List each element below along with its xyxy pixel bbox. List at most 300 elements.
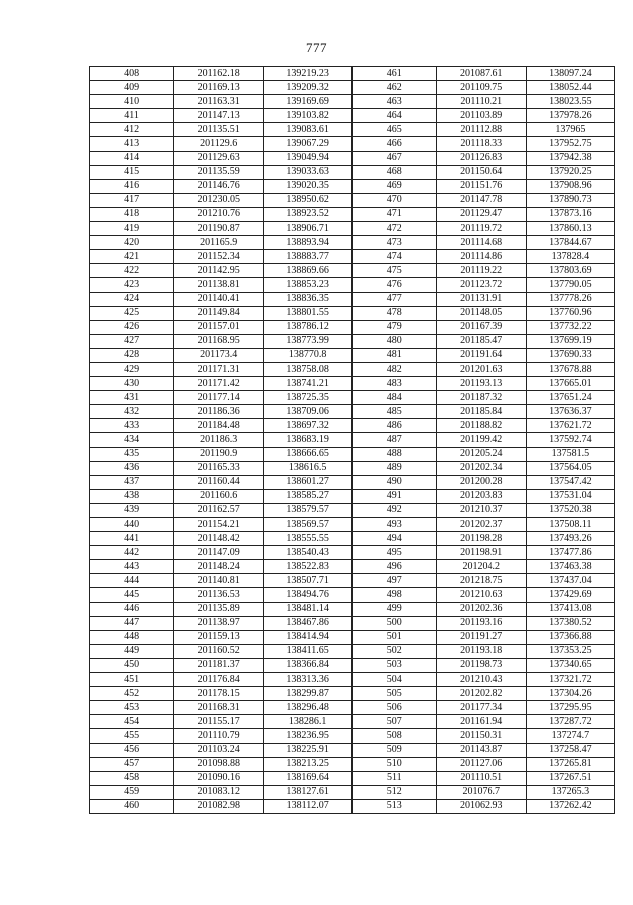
left-point-number-cell: 454 — [90, 715, 174, 729]
right-coordinate-y-cell: 137265.3 — [526, 785, 614, 799]
left-coordinate-x-cell: 201190.9 — [174, 447, 264, 461]
right-point-number-cell: 500 — [352, 616, 436, 630]
left-coordinate-x-cell: 201135.59 — [174, 165, 264, 179]
left-point-number-cell: 410 — [90, 95, 174, 109]
right-coordinate-x-cell: 201161.94 — [436, 715, 526, 729]
right-point-number-cell: 470 — [352, 193, 436, 207]
right-point-number-cell: 464 — [352, 109, 436, 123]
right-coordinate-y-cell: 137920.25 — [526, 165, 614, 179]
left-coordinate-y-cell: 138725.35 — [264, 391, 352, 405]
left-point-number-cell: 429 — [90, 362, 174, 376]
left-point-number-cell: 436 — [90, 461, 174, 475]
right-coordinate-x-cell: 201200.28 — [436, 475, 526, 489]
table-row — [90, 179, 615, 193]
left-coordinate-x-cell: 201168.95 — [174, 334, 264, 348]
right-point-number-cell: 472 — [352, 222, 436, 236]
left-point-number-cell: 450 — [90, 658, 174, 672]
right-coordinate-y-cell: 137592.74 — [526, 433, 614, 447]
right-coordinate-x-cell: 201114.68 — [436, 236, 526, 250]
right-coordinate-x-cell: 201202.36 — [436, 602, 526, 616]
left-coordinate-x-cell: 201230.05 — [174, 193, 264, 207]
right-coordinate-y-cell: 137908.96 — [526, 179, 614, 193]
left-coordinate-y-cell: 138585.27 — [264, 489, 352, 503]
left-coordinate-y-cell: 138555.55 — [264, 532, 352, 546]
left-coordinate-x-cell: 201146.76 — [174, 179, 264, 193]
right-coordinate-x-cell: 201150.64 — [436, 165, 526, 179]
right-coordinate-x-cell: 201150.31 — [436, 729, 526, 743]
left-point-number-cell: 439 — [90, 503, 174, 517]
table-row — [90, 518, 615, 532]
right-point-number-cell: 490 — [352, 475, 436, 489]
right-point-number-cell: 474 — [352, 250, 436, 264]
left-coordinate-y-cell: 138709.06 — [264, 405, 352, 419]
right-coordinate-y-cell: 137413.08 — [526, 602, 614, 616]
left-coordinate-y-cell: 138770.8 — [264, 348, 352, 362]
right-coordinate-x-cell: 201119.72 — [436, 222, 526, 236]
right-coordinate-y-cell: 137274.7 — [526, 729, 614, 743]
left-coordinate-y-cell: 138112.07 — [264, 799, 352, 813]
page-number: 777 — [306, 40, 327, 55]
left-coordinate-x-cell: 201181.37 — [174, 658, 264, 672]
table-row — [90, 799, 615, 813]
right-coordinate-x-cell: 201114.86 — [436, 250, 526, 264]
right-point-number-cell: 466 — [352, 137, 436, 151]
left-point-number-cell: 449 — [90, 644, 174, 658]
right-point-number-cell: 511 — [352, 771, 436, 785]
left-coordinate-y-cell: 138666.65 — [264, 447, 352, 461]
right-coordinate-x-cell: 201185.84 — [436, 405, 526, 419]
right-coordinate-y-cell: 137790.05 — [526, 278, 614, 292]
left-coordinate-y-cell: 138950.62 — [264, 193, 352, 207]
right-point-number-cell: 506 — [352, 701, 436, 715]
right-coordinate-y-cell: 137844.67 — [526, 236, 614, 250]
table-row — [90, 377, 615, 391]
right-coordinate-y-cell: 137890.73 — [526, 193, 614, 207]
right-point-number-cell: 503 — [352, 658, 436, 672]
left-point-number-cell: 442 — [90, 546, 174, 560]
right-point-number-cell: 510 — [352, 757, 436, 771]
right-coordinate-x-cell: 201147.78 — [436, 193, 526, 207]
right-coordinate-x-cell: 201198.28 — [436, 532, 526, 546]
table-row — [90, 207, 615, 221]
right-coordinate-x-cell: 201202.37 — [436, 518, 526, 532]
table-row — [90, 334, 615, 348]
table-row — [90, 602, 615, 616]
right-coordinate-x-cell: 201218.75 — [436, 574, 526, 588]
table-row — [90, 532, 615, 546]
right-point-number-cell: 512 — [352, 785, 436, 799]
left-coordinate-y-cell: 138836.35 — [264, 292, 352, 306]
right-point-number-cell: 508 — [352, 729, 436, 743]
left-point-number-cell: 448 — [90, 630, 174, 644]
right-coordinate-x-cell: 201119.22 — [436, 264, 526, 278]
right-point-number-cell: 497 — [352, 574, 436, 588]
right-coordinate-y-cell: 137295.95 — [526, 701, 614, 715]
left-coordinate-x-cell: 201154.21 — [174, 518, 264, 532]
left-coordinate-x-cell: 201149.84 — [174, 306, 264, 320]
left-coordinate-x-cell: 201138.97 — [174, 616, 264, 630]
table-row — [90, 67, 615, 81]
table-row — [90, 729, 615, 743]
table-row — [90, 503, 615, 517]
right-coordinate-x-cell: 201177.34 — [436, 701, 526, 715]
left-coordinate-x-cell: 201190.87 — [174, 222, 264, 236]
right-coordinate-y-cell: 137665.01 — [526, 377, 614, 391]
left-coordinate-x-cell: 201162.18 — [174, 67, 264, 81]
left-point-number-cell: 435 — [90, 447, 174, 461]
right-coordinate-y-cell: 137778.26 — [526, 292, 614, 306]
left-coordinate-y-cell: 138481.14 — [264, 602, 352, 616]
left-coordinate-y-cell: 139083.61 — [264, 123, 352, 137]
left-coordinate-y-cell: 138616.5 — [264, 461, 352, 475]
left-point-number-cell: 414 — [90, 151, 174, 165]
table-row — [90, 95, 615, 109]
left-point-number-cell: 434 — [90, 433, 174, 447]
right-coordinate-y-cell: 137760.96 — [526, 306, 614, 320]
right-coordinate-y-cell: 137508.11 — [526, 518, 614, 532]
left-coordinate-x-cell: 201147.13 — [174, 109, 264, 123]
right-coordinate-y-cell: 137828.4 — [526, 250, 614, 264]
table-row — [90, 701, 615, 715]
table-row — [90, 109, 615, 123]
right-coordinate-x-cell: 201193.16 — [436, 616, 526, 630]
left-coordinate-y-cell: 138697.32 — [264, 419, 352, 433]
right-coordinate-y-cell: 137732.22 — [526, 320, 614, 334]
left-coordinate-x-cell: 201168.31 — [174, 701, 264, 715]
left-point-number-cell: 424 — [90, 292, 174, 306]
right-point-number-cell: 493 — [352, 518, 436, 532]
left-coordinate-x-cell: 201155.17 — [174, 715, 264, 729]
table-row — [90, 743, 615, 757]
left-coordinate-y-cell: 139219.23 — [264, 67, 352, 81]
right-coordinate-y-cell: 137678.88 — [526, 362, 614, 376]
table-row — [90, 292, 615, 306]
table-row — [90, 785, 615, 799]
table-row — [90, 673, 615, 687]
left-point-number-cell: 444 — [90, 574, 174, 588]
left-point-number-cell: 418 — [90, 207, 174, 221]
left-coordinate-y-cell: 139033.63 — [264, 165, 352, 179]
left-coordinate-x-cell: 201110.79 — [174, 729, 264, 743]
left-point-number-cell: 440 — [90, 518, 174, 532]
right-coordinate-y-cell: 137493.26 — [526, 532, 614, 546]
left-coordinate-y-cell: 138296.48 — [264, 701, 352, 715]
table-row — [90, 306, 615, 320]
right-coordinate-y-cell: 137267.51 — [526, 771, 614, 785]
left-point-number-cell: 413 — [90, 137, 174, 151]
right-point-number-cell: 504 — [352, 673, 436, 687]
table-row — [90, 546, 615, 560]
table-row — [90, 236, 615, 250]
left-coordinate-y-cell: 138540.43 — [264, 546, 352, 560]
right-point-number-cell: 465 — [352, 123, 436, 137]
right-coordinate-x-cell: 201148.05 — [436, 306, 526, 320]
left-coordinate-x-cell: 201160.52 — [174, 644, 264, 658]
right-coordinate-y-cell: 137621.72 — [526, 419, 614, 433]
right-coordinate-x-cell: 201188.82 — [436, 419, 526, 433]
right-coordinate-y-cell: 137463.38 — [526, 560, 614, 574]
right-coordinate-x-cell: 201210.37 — [436, 503, 526, 517]
table-body — [90, 67, 615, 814]
left-coordinate-y-cell: 139020.35 — [264, 179, 352, 193]
left-point-number-cell: 460 — [90, 799, 174, 813]
right-coordinate-x-cell: 201110.51 — [436, 771, 526, 785]
right-coordinate-y-cell: 138052.44 — [526, 81, 614, 95]
left-coordinate-y-cell: 138414.94 — [264, 630, 352, 644]
left-coordinate-y-cell: 139067.29 — [264, 137, 352, 151]
right-coordinate-x-cell: 201087.61 — [436, 67, 526, 81]
right-coordinate-x-cell: 201185.47 — [436, 334, 526, 348]
left-point-number-cell: 441 — [90, 532, 174, 546]
left-point-number-cell: 433 — [90, 419, 174, 433]
left-coordinate-x-cell: 201135.89 — [174, 602, 264, 616]
table-row — [90, 165, 615, 179]
table-row — [90, 574, 615, 588]
table-row — [90, 264, 615, 278]
table-row — [90, 715, 615, 729]
left-coordinate-y-cell: 138853.23 — [264, 278, 352, 292]
right-point-number-cell: 471 — [352, 207, 436, 221]
right-point-number-cell: 476 — [352, 278, 436, 292]
right-coordinate-y-cell: 137265.81 — [526, 757, 614, 771]
left-coordinate-y-cell: 138286.1 — [264, 715, 352, 729]
left-coordinate-x-cell: 201160.44 — [174, 475, 264, 489]
left-coordinate-x-cell: 201176.84 — [174, 673, 264, 687]
table-row — [90, 588, 615, 602]
right-point-number-cell: 502 — [352, 644, 436, 658]
left-coordinate-y-cell: 138366.84 — [264, 658, 352, 672]
left-point-number-cell: 409 — [90, 81, 174, 95]
right-coordinate-y-cell: 137531.04 — [526, 489, 614, 503]
left-coordinate-x-cell: 201159.13 — [174, 630, 264, 644]
left-coordinate-y-cell: 138225.91 — [264, 743, 352, 757]
right-coordinate-y-cell: 138023.55 — [526, 95, 614, 109]
table-row — [90, 419, 615, 433]
right-coordinate-x-cell: 201112.88 — [436, 123, 526, 137]
left-coordinate-y-cell: 139209.32 — [264, 81, 352, 95]
right-point-number-cell: 475 — [352, 264, 436, 278]
table-row — [90, 137, 615, 151]
left-point-number-cell: 432 — [90, 405, 174, 419]
right-coordinate-x-cell: 201210.63 — [436, 588, 526, 602]
left-coordinate-y-cell: 138923.52 — [264, 207, 352, 221]
right-coordinate-y-cell: 137520.38 — [526, 503, 614, 517]
left-coordinate-y-cell: 138906.71 — [264, 222, 352, 236]
right-point-number-cell: 491 — [352, 489, 436, 503]
right-coordinate-y-cell: 137366.88 — [526, 630, 614, 644]
right-point-number-cell: 462 — [352, 81, 436, 95]
left-point-number-cell: 453 — [90, 701, 174, 715]
left-coordinate-x-cell: 201163.31 — [174, 95, 264, 109]
right-coordinate-x-cell: 201109.75 — [436, 81, 526, 95]
left-coordinate-x-cell: 201148.42 — [174, 532, 264, 546]
right-coordinate-y-cell: 137873.16 — [526, 207, 614, 221]
right-point-number-cell: 467 — [352, 151, 436, 165]
right-point-number-cell: 492 — [352, 503, 436, 517]
right-coordinate-y-cell: 137581.5 — [526, 447, 614, 461]
right-point-number-cell: 484 — [352, 391, 436, 405]
left-coordinate-y-cell: 138522.83 — [264, 560, 352, 574]
right-point-number-cell: 507 — [352, 715, 436, 729]
right-coordinate-x-cell: 201191.27 — [436, 630, 526, 644]
left-point-number-cell: 408 — [90, 67, 174, 81]
right-coordinate-y-cell: 137699.19 — [526, 334, 614, 348]
right-coordinate-y-cell: 137437.04 — [526, 574, 614, 588]
left-point-number-cell: 417 — [90, 193, 174, 207]
right-coordinate-x-cell: 201062.93 — [436, 799, 526, 813]
left-coordinate-x-cell: 201184.48 — [174, 419, 264, 433]
left-coordinate-y-cell: 138601.27 — [264, 475, 352, 489]
left-coordinate-y-cell: 138127.61 — [264, 785, 352, 799]
left-coordinate-y-cell: 138773.99 — [264, 334, 352, 348]
left-coordinate-y-cell: 138741.21 — [264, 377, 352, 391]
table-row — [90, 560, 615, 574]
right-point-number-cell: 478 — [352, 306, 436, 320]
right-coordinate-x-cell: 201204.2 — [436, 560, 526, 574]
table-row — [90, 405, 615, 419]
left-coordinate-x-cell: 201165.33 — [174, 461, 264, 475]
right-coordinate-y-cell: 137942.38 — [526, 151, 614, 165]
table-row — [90, 81, 615, 95]
left-coordinate-y-cell: 138683.19 — [264, 433, 352, 447]
left-point-number-cell: 437 — [90, 475, 174, 489]
left-coordinate-x-cell: 201210.76 — [174, 207, 264, 221]
left-point-number-cell: 452 — [90, 687, 174, 701]
left-coordinate-y-cell: 138758.08 — [264, 362, 352, 376]
right-coordinate-x-cell: 201129.47 — [436, 207, 526, 221]
right-point-number-cell: 489 — [352, 461, 436, 475]
right-coordinate-y-cell: 137547.42 — [526, 475, 614, 489]
left-coordinate-x-cell: 201103.24 — [174, 743, 264, 757]
left-point-number-cell: 425 — [90, 306, 174, 320]
right-point-number-cell: 496 — [352, 560, 436, 574]
right-point-number-cell: 480 — [352, 334, 436, 348]
left-coordinate-x-cell: 201140.81 — [174, 574, 264, 588]
right-coordinate-x-cell: 201198.91 — [436, 546, 526, 560]
right-point-number-cell: 485 — [352, 405, 436, 419]
left-coordinate-y-cell: 138786.12 — [264, 320, 352, 334]
right-coordinate-y-cell: 137258.47 — [526, 743, 614, 757]
right-coordinate-x-cell: 201123.72 — [436, 278, 526, 292]
left-coordinate-x-cell: 201171.31 — [174, 362, 264, 376]
left-point-number-cell: 458 — [90, 771, 174, 785]
right-coordinate-x-cell: 201202.34 — [436, 461, 526, 475]
left-coordinate-x-cell: 201162.57 — [174, 503, 264, 517]
right-coordinate-y-cell: 137429.69 — [526, 588, 614, 602]
left-point-number-cell: 430 — [90, 377, 174, 391]
table-row — [90, 757, 615, 771]
right-point-number-cell: 486 — [352, 419, 436, 433]
right-coordinate-y-cell: 137353.25 — [526, 644, 614, 658]
left-point-number-cell: 422 — [90, 264, 174, 278]
left-coordinate-x-cell: 201140.41 — [174, 292, 264, 306]
left-point-number-cell: 427 — [90, 334, 174, 348]
table-row — [90, 489, 615, 503]
left-coordinate-y-cell: 138299.87 — [264, 687, 352, 701]
table-row — [90, 658, 615, 672]
right-coordinate-x-cell: 201103.89 — [436, 109, 526, 123]
table-row — [90, 475, 615, 489]
right-coordinate-x-cell: 201167.39 — [436, 320, 526, 334]
right-point-number-cell: 483 — [352, 377, 436, 391]
table-row — [90, 447, 615, 461]
right-coordinate-y-cell: 137304.26 — [526, 687, 614, 701]
left-point-number-cell: 443 — [90, 560, 174, 574]
left-coordinate-x-cell: 201129.6 — [174, 137, 264, 151]
right-coordinate-x-cell: 201187.32 — [436, 391, 526, 405]
right-coordinate-x-cell: 201193.13 — [436, 377, 526, 391]
left-point-number-cell: 411 — [90, 109, 174, 123]
left-coordinate-x-cell: 201142.95 — [174, 264, 264, 278]
left-point-number-cell: 428 — [90, 348, 174, 362]
left-coordinate-y-cell: 139049.94 — [264, 151, 352, 165]
right-coordinate-y-cell: 137287.72 — [526, 715, 614, 729]
right-coordinate-x-cell: 201126.83 — [436, 151, 526, 165]
left-point-number-cell: 445 — [90, 588, 174, 602]
left-coordinate-x-cell: 201138.81 — [174, 278, 264, 292]
left-coordinate-y-cell: 138411.65 — [264, 644, 352, 658]
right-coordinate-y-cell: 137564.05 — [526, 461, 614, 475]
right-point-number-cell: 468 — [352, 165, 436, 179]
left-point-number-cell: 431 — [90, 391, 174, 405]
right-coordinate-x-cell: 201131.91 — [436, 292, 526, 306]
left-point-number-cell: 412 — [90, 123, 174, 137]
left-coordinate-y-cell: 138169.64 — [264, 771, 352, 785]
table-row — [90, 193, 615, 207]
right-coordinate-x-cell: 201151.76 — [436, 179, 526, 193]
left-coordinate-x-cell: 201136.53 — [174, 588, 264, 602]
right-coordinate-x-cell: 201193.18 — [436, 644, 526, 658]
right-coordinate-y-cell: 137860.13 — [526, 222, 614, 236]
left-coordinate-y-cell: 138569.57 — [264, 518, 352, 532]
right-coordinate-y-cell: 137477.86 — [526, 546, 614, 560]
right-coordinate-x-cell: 201205.24 — [436, 447, 526, 461]
left-point-number-cell: 457 — [90, 757, 174, 771]
left-coordinate-x-cell: 201186.3 — [174, 433, 264, 447]
right-point-number-cell: 501 — [352, 630, 436, 644]
right-point-number-cell: 463 — [352, 95, 436, 109]
table-row — [90, 687, 615, 701]
left-coordinate-y-cell: 139103.82 — [264, 109, 352, 123]
right-coordinate-y-cell: 137965 — [526, 123, 614, 137]
left-coordinate-y-cell: 138893.94 — [264, 236, 352, 250]
left-coordinate-x-cell: 201083.12 — [174, 785, 264, 799]
table-row — [90, 771, 615, 785]
left-point-number-cell: 423 — [90, 278, 174, 292]
left-coordinate-y-cell: 138507.71 — [264, 574, 352, 588]
left-coordinate-y-cell: 139169.69 — [264, 95, 352, 109]
right-coordinate-y-cell: 137262.42 — [526, 799, 614, 813]
right-coordinate-y-cell: 138097.24 — [526, 67, 614, 81]
left-coordinate-y-cell: 138313.36 — [264, 673, 352, 687]
left-coordinate-y-cell: 138869.66 — [264, 264, 352, 278]
left-coordinate-y-cell: 138494.76 — [264, 588, 352, 602]
left-point-number-cell: 426 — [90, 320, 174, 334]
left-point-number-cell: 438 — [90, 489, 174, 503]
left-coordinate-y-cell: 138883.77 — [264, 250, 352, 264]
right-point-number-cell: 469 — [352, 179, 436, 193]
left-coordinate-y-cell: 138579.57 — [264, 503, 352, 517]
left-point-number-cell: 446 — [90, 602, 174, 616]
right-point-number-cell: 473 — [352, 236, 436, 250]
right-point-number-cell: 488 — [352, 447, 436, 461]
right-coordinate-y-cell: 137978.26 — [526, 109, 614, 123]
right-coordinate-x-cell: 201201.63 — [436, 362, 526, 376]
left-coordinate-x-cell: 201135.51 — [174, 123, 264, 137]
left-coordinate-x-cell: 201147.09 — [174, 546, 264, 560]
table-row — [90, 644, 615, 658]
right-coordinate-x-cell: 201127.06 — [436, 757, 526, 771]
